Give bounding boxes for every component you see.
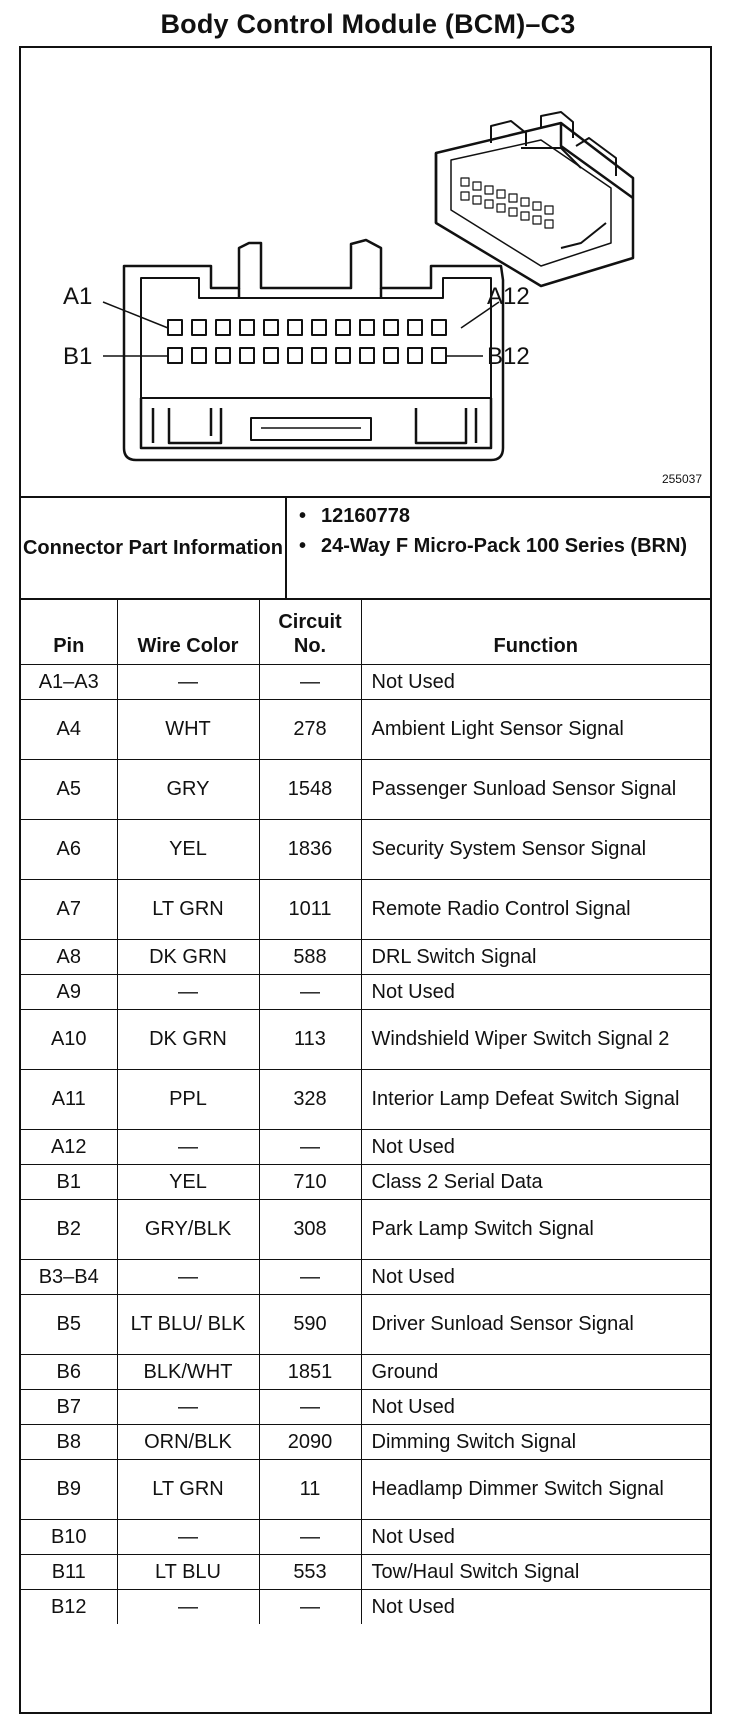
wire-color-cell: — [117,1259,259,1294]
table-row [21,819,710,879]
table-row [21,1424,710,1459]
circuit-cell: 278 [259,699,361,759]
table-row [21,759,710,819]
table-row [21,1354,710,1389]
table-row [21,1199,710,1259]
wire-color-cell: LT GRN [117,879,259,939]
table-row [21,1164,710,1199]
function-cell: Ground [361,1354,710,1389]
circuit-cell: — [259,1519,361,1554]
circuit-cell: — [259,1259,361,1294]
pin-cell: A4 [21,699,117,759]
pin-cell: B3–B4 [21,1259,117,1294]
pin-cell: A9 [21,974,117,1009]
function-cell: Not Used [361,1389,710,1424]
connector-frame [19,46,712,1714]
label-a1: A1 [63,283,93,310]
function-cell: Remote Radio Control Signal [361,879,710,939]
table-row [21,1009,710,1069]
table-row [21,1589,710,1624]
wire-color-cell: WHT [117,699,259,759]
table-row [21,1519,710,1554]
pin-cell: B10 [21,1519,117,1554]
wire-color-cell: YEL [117,819,259,879]
connector-diagram [21,48,710,496]
pin-cell: A8 [21,939,117,974]
header-pin: Pin [21,599,117,664]
connector-isometric-icon [436,112,633,286]
function-cell: Class 2 Serial Data [361,1164,710,1199]
wire-color-cell: — [117,1129,259,1164]
circuit-cell: 11 [259,1459,361,1519]
pin-cell: B8 [21,1424,117,1459]
part-number: • 12160778 [299,504,699,529]
wire-color-cell: YEL [117,1164,259,1199]
table-row [21,939,710,974]
connector-part-info-label: Connector Part Information [21,498,287,598]
table-row [21,1389,710,1424]
header-function: Function [361,599,710,664]
function-cell: Ambient Light Sensor Signal [361,699,710,759]
page-title: Body Control Module (BCM)–C3 [160,9,576,39]
table-row [21,1259,710,1294]
pin-cell: A7 [21,879,117,939]
pin-cell: A11 [21,1069,117,1129]
table-row [21,699,710,759]
pinout-rows [21,664,710,1624]
pin-cell: A10 [21,1009,117,1069]
wire-color-cell: LT GRN [117,1459,259,1519]
pin-cell: B5 [21,1294,117,1354]
circuit-cell: — [259,1129,361,1164]
circuit-cell: 308 [259,1199,361,1259]
function-cell: Not Used [361,1519,710,1554]
pin-cell: B11 [21,1554,117,1589]
circuit-cell: 1836 [259,819,361,879]
connector-part-info [21,496,710,598]
circuit-cell: 553 [259,1554,361,1589]
wire-color-cell: — [117,1519,259,1554]
circuit-cell: 590 [259,1294,361,1354]
function-cell: Not Used [361,1589,710,1624]
table-row [21,1459,710,1519]
circuit-cell: — [259,1589,361,1624]
wire-color-cell: LT BLU/ BLK [117,1294,259,1354]
function-cell: DRL Switch Signal [361,939,710,974]
pin-cell: B6 [21,1354,117,1389]
wire-color-cell: LT BLU [117,1554,259,1589]
table-row [21,1294,710,1354]
figure-number: 255037 [661,472,702,486]
wire-color-cell: ORN/BLK [117,1424,259,1459]
connector-part-info-items [299,504,699,564]
pin-cell: A1–A3 [21,664,117,699]
function-cell: Security System Sensor Signal [361,819,710,879]
wire-color-cell: DK GRN [117,939,259,974]
circuit-cell: 588 [259,939,361,974]
circuit-cell: — [259,1389,361,1424]
connector-face-drawing [21,48,710,496]
connector-description: • 24-Way F Micro-Pack 100 Series (BRN) [299,534,699,559]
header-circuit: Circuit No. [259,599,361,664]
wire-color-cell: GRY [117,759,259,819]
label-b12: B12 [487,343,530,370]
table-row [21,974,710,1009]
label-a12: A12 [487,283,530,310]
table-row [21,879,710,939]
wire-color-cell: DK GRN [117,1009,259,1069]
wire-color-cell: — [117,1589,259,1624]
function-cell: Dimming Switch Signal [361,1424,710,1459]
function-cell: Not Used [361,1259,710,1294]
pin-cell: B2 [21,1199,117,1259]
circuit-cell: 2090 [259,1424,361,1459]
wire-color-cell: GRY/BLK [117,1199,259,1259]
circuit-cell: 113 [259,1009,361,1069]
circuit-cell: 1548 [259,759,361,819]
table-row [21,1069,710,1129]
pin-cell: B12 [21,1589,117,1624]
function-cell: Interior Lamp Defeat Switch Signal [361,1069,710,1129]
circuit-cell: 1011 [259,879,361,939]
circuit-cell: 710 [259,1164,361,1199]
header-wire-color: Wire Color [117,599,259,664]
wire-color-cell: — [117,664,259,699]
circuit-cell: — [259,974,361,1009]
pin-cavities [168,320,446,363]
pin-cell: B7 [21,1389,117,1424]
wire-color-cell: PPL [117,1069,259,1129]
pin-cell: A12 [21,1129,117,1164]
circuit-cell: 328 [259,1069,361,1129]
function-cell: Not Used [361,974,710,1009]
pin-cell: B9 [21,1459,117,1519]
label-b1: B1 [63,343,93,370]
table-row [21,664,710,699]
pin-cell: A6 [21,819,117,879]
pinout-table [21,598,710,1624]
table-row [21,1129,710,1164]
wire-color-cell: — [117,974,259,1009]
pin-cell: A5 [21,759,117,819]
function-cell: Not Used [361,1129,710,1164]
function-cell: Passenger Sunload Sensor Signal [361,759,710,819]
function-cell: Not Used [361,664,710,699]
table-row [21,1554,710,1589]
wire-color-cell: BLK/WHT [117,1354,259,1389]
function-cell: Driver Sunload Sensor Signal [361,1294,710,1354]
circuit-cell: 1851 [259,1354,361,1389]
wire-color-cell: — [117,1389,259,1424]
function-cell: Tow/Haul Switch Signal [361,1554,710,1589]
function-cell: Windshield Wiper Switch Signal 2 [361,1009,710,1069]
function-cell: Headlamp Dimmer Switch Signal [361,1459,710,1519]
pin-cell: B1 [21,1164,117,1199]
function-cell: Park Lamp Switch Signal [361,1199,710,1259]
circuit-cell: — [259,664,361,699]
